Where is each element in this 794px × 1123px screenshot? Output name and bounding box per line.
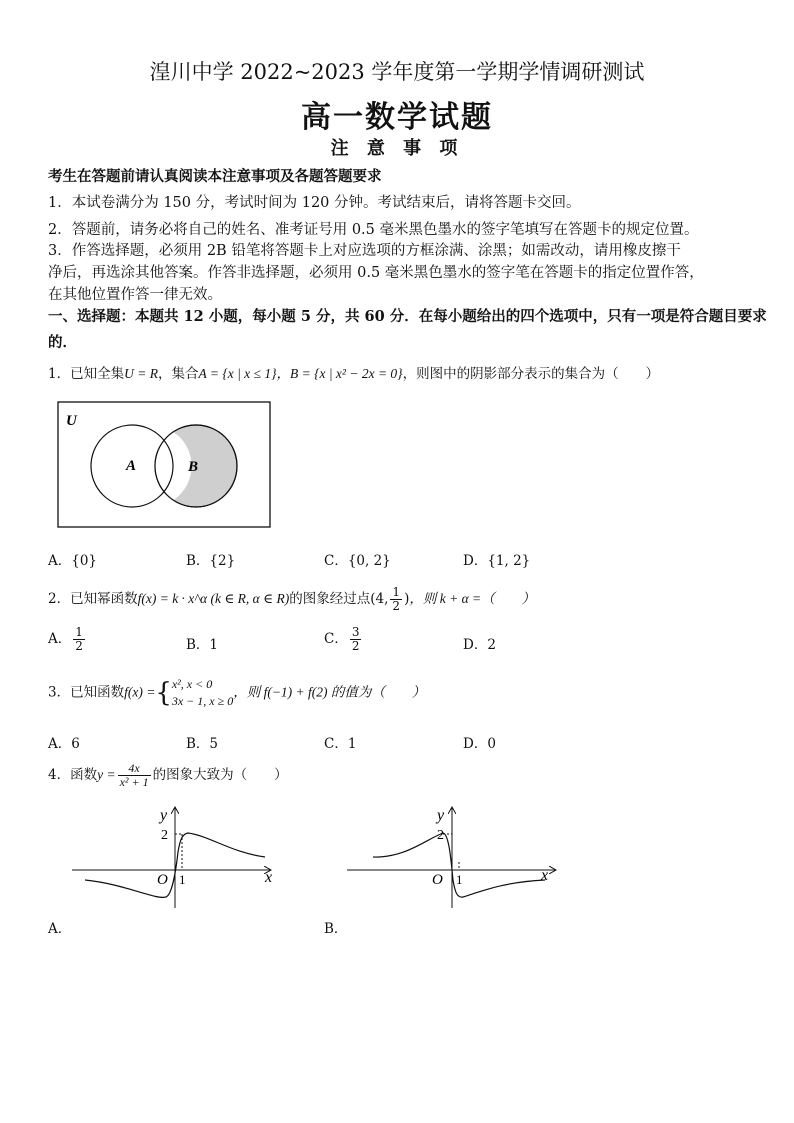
notice-title: 注 意 事 项 xyxy=(330,138,464,159)
q3-option-c[interactable]: C．1 xyxy=(324,736,357,752)
q2-point-den: 2 xyxy=(392,599,401,613)
q2-opt-c-fraction xyxy=(350,626,362,653)
q2-func: f(x) = k · x^α (k ∈ R, α ∈ R) xyxy=(137,591,290,606)
q2-option-b[interactable]: B．1 xyxy=(186,637,219,653)
venn-b-label: B xyxy=(188,459,199,475)
q2-option-c[interactable] xyxy=(324,626,363,653)
q2-point-fraction xyxy=(390,586,402,613)
q2-opt-c-label: C． xyxy=(324,631,348,647)
graph-a-origin: O xyxy=(157,872,168,888)
venn-diagram xyxy=(56,400,274,530)
venn-a-label: A xyxy=(126,458,137,474)
school-line: 湟川中学 2022~2023 学年度第一学期学情调研测试 xyxy=(149,60,645,84)
venn-u-label: U xyxy=(66,413,77,429)
q2-middle: 的图象经过点 xyxy=(289,591,371,607)
question-4-stem xyxy=(48,762,288,789)
q4-prefix: 4．函数 xyxy=(48,767,98,783)
q2-option-d[interactable]: D．2 xyxy=(463,637,496,653)
q1-suffix: ，则图中的阴影部分表示的集合为（ ） xyxy=(402,366,660,382)
section-heading-line1: 一、选择题：本题共 12 小题，每小题 5 分，共 60 分．在每小题给出的四个选项中，只有一项是符合题目要求 xyxy=(48,308,767,325)
q3-case-1: x², x < 0 xyxy=(171,677,213,691)
graph-a-y-label: y xyxy=(160,807,168,824)
graph-option-b[interactable] xyxy=(345,800,560,910)
exam-title: 高一数学试题 xyxy=(301,100,493,135)
graph-b-x-label: x xyxy=(541,867,549,884)
graph-b-curve xyxy=(373,833,545,897)
graph-option-a[interactable] xyxy=(70,800,285,910)
q2-opt-a-num: 1 xyxy=(75,625,83,639)
graph-b-one: 1 xyxy=(456,872,463,887)
q4-option-b[interactable]: B． xyxy=(324,921,348,937)
q3-brace: { xyxy=(155,678,172,708)
q1-option-d[interactable]: D．{1, 2} xyxy=(463,553,531,569)
q4-option-a[interactable]: A． xyxy=(48,921,72,937)
q2-opt-c-num: 3 xyxy=(351,625,360,639)
q4-suffix: 的图象大致为（ ） xyxy=(152,767,288,783)
q1-option-b[interactable]: B．{2} xyxy=(186,553,236,569)
instruction-item-1: 1．本试卷满分为 150 分，考试时间为 120 分钟。考试结束后，请将答题卡交回。 xyxy=(48,195,581,211)
q4-func-den: x² + 1 xyxy=(119,775,149,789)
q2-ask: ，则 k + α =（ ） xyxy=(409,591,536,606)
q1-prefix: 1．已知全集 xyxy=(48,366,125,382)
q3-option-b[interactable]: B．5 xyxy=(186,736,219,752)
q3-option-a[interactable]: A．6 xyxy=(48,736,80,752)
q2-point-num: 1 xyxy=(392,585,401,599)
graph-a-two: 2 xyxy=(161,828,168,843)
q2-point-close: ) xyxy=(404,591,410,607)
q3-suffix: ，则 f(−1) + f(2) 的值为（ ） xyxy=(233,684,426,700)
q1-set-a: A = {x | x ≤ 1} xyxy=(198,366,277,381)
q2-option-a[interactable] xyxy=(48,626,87,653)
question-3-stem xyxy=(48,676,425,710)
q2-opt-a-den: 2 xyxy=(75,639,83,653)
q2-opt-a-label: A． xyxy=(48,631,72,647)
q2-opt-c-den: 2 xyxy=(351,639,360,653)
instruction-item-3-line1: 3．作答选择题，必须用 2B 铅笔将答题卡上对应选项的方框涂满、涂黑；如需改动，请用橡皮擦干 xyxy=(48,243,681,259)
q4-func-lhs: y = xyxy=(97,767,116,782)
q2-point-open: (4, xyxy=(370,591,389,607)
q2-opt-a-fraction xyxy=(73,626,85,653)
question-1-stem xyxy=(48,362,659,382)
q1-set-b: ，B = {x | x² − 2x = 0} xyxy=(276,366,403,381)
q3-case-2: 3x − 1, x ≥ 0 xyxy=(171,694,234,708)
q3-prefix: 3．已知函数 xyxy=(48,684,125,701)
instruction-item-3-line2: 净后，再选涂其他答案。作答非选择题，必须用 0.5 毫米黑色墨水的签字笔在答题卡的指定位置作答， xyxy=(48,265,704,281)
q1-option-c[interactable]: C．{0, 2} xyxy=(324,553,391,569)
q3-cases xyxy=(172,676,233,710)
q4-fraction xyxy=(118,762,151,789)
graph-a-one: 1 xyxy=(179,872,186,887)
instructions-lead: 考生在答题前请认真阅读本注意事项及各题答题要求 xyxy=(48,168,382,185)
q1-set-a-label: ，集合 xyxy=(157,366,199,382)
graph-b-two: 2 xyxy=(437,828,444,843)
q2-prefix: 2．已知幂函数 xyxy=(48,591,138,607)
q4-func-num: 4x xyxy=(118,762,151,776)
q1-option-a[interactable]: A．{0} xyxy=(48,553,98,569)
q3-func-lhs: f(x) = xyxy=(124,684,156,700)
q3-option-d[interactable]: D．0 xyxy=(463,736,496,752)
question-2-stem xyxy=(48,586,535,613)
section-heading-line2: 的． xyxy=(48,334,77,351)
graph-b-origin: O xyxy=(432,872,443,888)
instruction-item-3-line3: 在其他位置作答一律无效。 xyxy=(48,287,222,303)
graph-a-x-label: x xyxy=(265,869,273,886)
instruction-item-2: 2．答题前，请务必将自己的姓名、准考证号用 0.5 毫米黑色墨水的签字笔填写在答题卡的规定位置。 xyxy=(48,222,699,238)
graph-b-y-label: y xyxy=(437,807,445,824)
q1-universe: U = R xyxy=(124,366,158,381)
